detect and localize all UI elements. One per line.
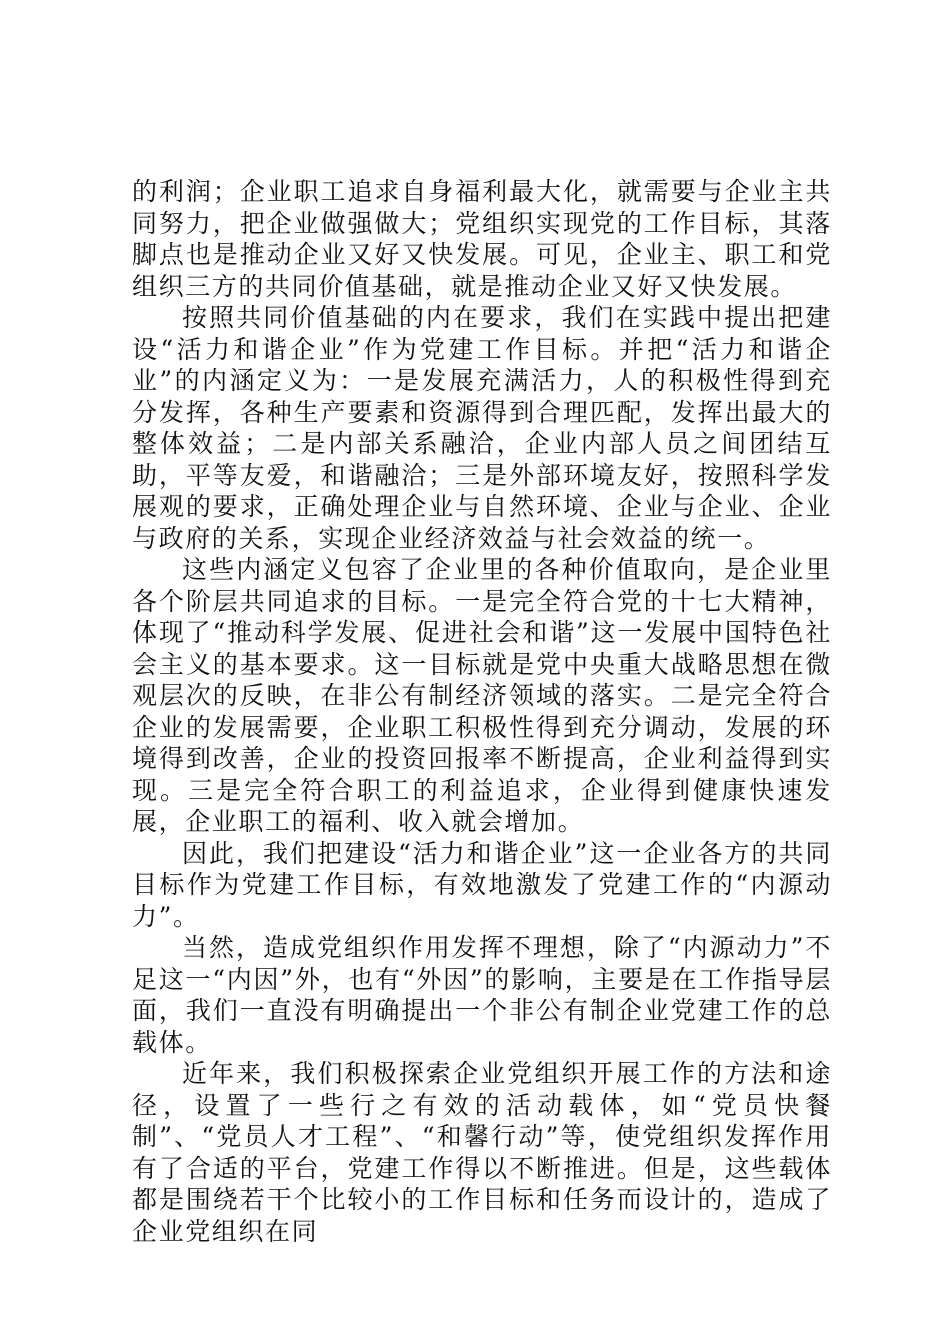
paragraph-5: 当然，造成党组织作用发挥不理想，除了“内源动力”不足这一“内因”外，也有“外因”的影响，主要是在工作指导层面，我们一直没有明确提出一个非公有制企业党建工作的总载体。 [132,933,832,1057]
paragraph-6: 近年来，我们积极探索企业党组织开展工作的方法和途径，设置了一些行之有效的活动载体，如“党员快餐制”、“党员人才工程”、“和馨行动”等，使党组织发挥作用有了合适的平台，党建工作得以不断推进。但是，这些载体都是围绕若干个比较小的工作目标和任务而设计的，造成了企业党组织在同 [132,1059,832,1246]
paragraph-4: 因此，我们把建设“活力和谐企业”这一企业各方的共同目标作为党建工作目标，有效地激发了党建工作的“内源动力”。 [132,838,832,931]
paragraph-1: 的利润；企业职工追求自身福利最大化，就需要与企业主共同努力，把企业做强做大；党组织实现党的工作目标，其落脚点也是推动企业又好又快发展。可见，企业主、职工和党组织三方的共同价值基础，就是推动企业又好又快发展。 [132,177,832,301]
document-body [132,176,832,1247]
paragraph-2: 按照共同价值基础的内在要求，我们在实践中提出把建设“活力和谐企业”作为党建工作目标。并把“活力和谐企业”的内涵定义为：一是发展充满活力，人的积极性得到充分发挥，各种生产要素和资源得到合理匹配，发挥出最大的整体效益；二是内部关系融洽，企业内部人员之间团结互助，平等友爱，和谐融洽；三是外部环境友好，按照科学发展观的要求，正确处理企业与自然环境、企业与企业、企业与政府的关系，实现企业经济效益与社会效益的统一。 [132,303,832,553]
paragraph-3: 这些内涵定义包容了企业里的各种价值取向，是企业里各个阶层共同追求的目标。一是完全符合党的十七大精神，体现了“推动科学发展、促进社会和谐”这一发展中国特色社会主义的基本要求。这一目标就是党中央重大战略思想在微观层次的反映，在非公有制经济领域的落实。二是完全符合企业的发展需要，企业职工积极性得到充分调动，发展的环境得到改善，企业的投资回报率不断提高，企业利益得到实现。三是完全符合职工的利益追求，企业得到健康快速发展，企业职工的福利、收入就会增加。 [132,555,832,836]
